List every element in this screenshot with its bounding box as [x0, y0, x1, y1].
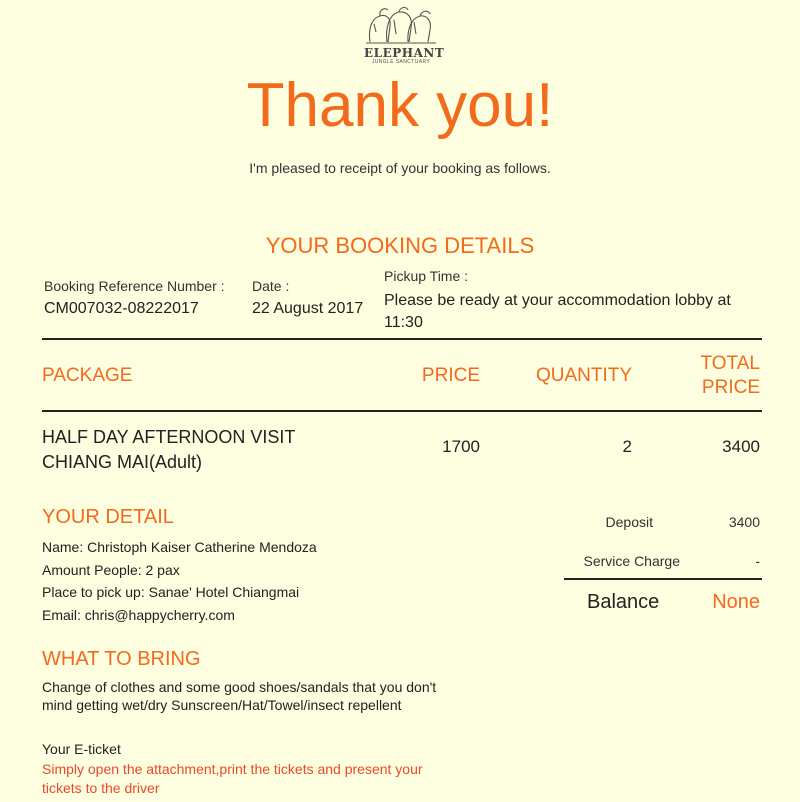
detail-place: Place to pick up: Sanae' Hotel Chiangmai [42, 584, 300, 600]
header-quantity: QUANTITY [535, 365, 632, 386]
header-total-line1: TOTAL [700, 353, 760, 374]
detail-email: Email: chris@happycherry.com [42, 607, 235, 623]
table-row-total: 3400 [722, 437, 760, 456]
divider-top [42, 338, 762, 340]
what-to-bring-title: WHAT TO BRING [42, 648, 201, 670]
table-row-quantity: 2 [622, 437, 632, 456]
booking-details-title: YOUR BOOKING DETAILS [265, 233, 535, 258]
intro-text: I'm pleased to receipt of your booking as follows. [249, 160, 551, 176]
balance-value: None [712, 591, 760, 613]
detail-amount: Amount People: 2 pax [42, 562, 180, 578]
detail-name: Name: Christoph Kaiser Catherine Mendoza [42, 539, 317, 555]
header-total [660, 352, 760, 400]
pickup-value: Please be ready at your accommodation lobby at 11:30 [384, 292, 731, 331]
elephants-icon [364, 4, 438, 46]
divider-header [42, 410, 762, 412]
header-package: PACKAGE [42, 365, 133, 386]
logo-name: ELEPHANT [364, 46, 445, 60]
service-charge-label: Service Charge [583, 553, 680, 569]
service-charge-value: - [755, 553, 760, 569]
balance-label: Balance [587, 591, 660, 613]
table-row-package [42, 425, 372, 475]
pickup-label: Pickup Time : [384, 268, 469, 284]
package-name-line2: CHIANG MAI(Adult) [42, 452, 203, 472]
header-price: PRICE [421, 365, 480, 386]
package-name-line1: HALF DAY AFTERNOON VISIT [42, 427, 296, 447]
date-label: Date : [252, 278, 290, 294]
date-value: 22 August 2017 [252, 300, 364, 317]
logo-subtitle: JUNGLE SANCTUARY [371, 59, 431, 65]
deposit-value: 3400 [728, 514, 760, 530]
sanctuary-logo [364, 4, 445, 68]
eticket-label: Your E-ticket [42, 741, 121, 757]
header-total-line2: PRICE [701, 377, 760, 398]
eticket-text: Simply open the attachment,print the tickets and present your tickets to the driver [42, 761, 423, 796]
your-detail-title: YOUR DETAIL [42, 506, 174, 528]
table-row-price: 1700 [442, 437, 480, 456]
what-to-bring-text: Change of clothes and some good shoes/sandals that you don't mind getting wet/dry Sunscreen/Hat/Towel/insect repellent [42, 679, 437, 713]
thank-you-headline: Thank you! [246, 71, 554, 140]
reference-label: Booking Reference Number : [44, 278, 225, 294]
summary-divider [564, 578, 762, 580]
reference-value: CM007032-08222017 [44, 300, 199, 317]
deposit-label: Deposit [605, 514, 653, 530]
